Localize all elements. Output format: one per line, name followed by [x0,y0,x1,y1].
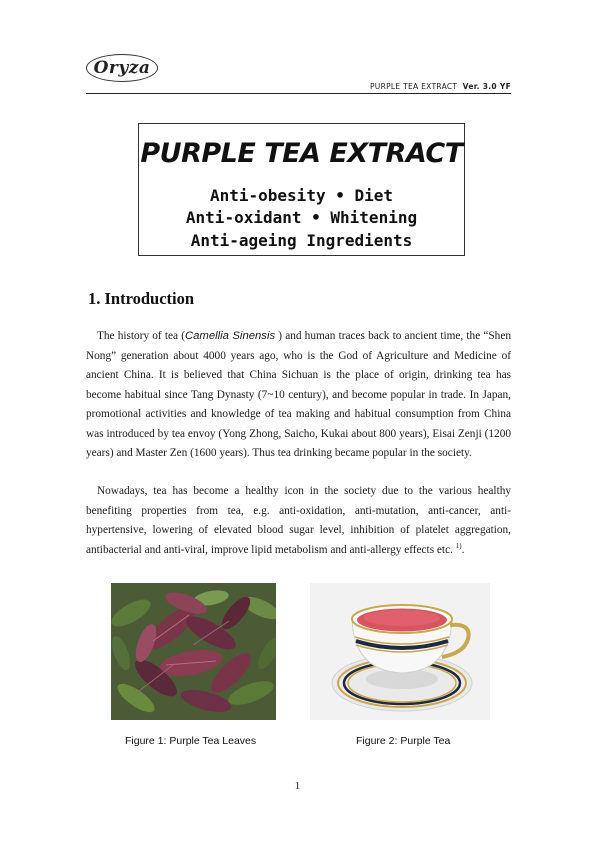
page-number: 1 [294,780,301,792]
p2-end: . [461,543,465,556]
oryza-logo: Oryza [86,54,158,82]
purple-tea-cup-image [310,583,490,720]
title-line-2: Anti-oxidant • Whitening [185,208,418,227]
intro-paragraph-1 [86,327,511,464]
header-rule [86,93,511,94]
species-name: Camellia Sinensis [184,330,276,342]
purple-tea-leaves-image [111,583,276,720]
header-version: Ver. 3.0 YF [462,82,511,91]
running-header [370,82,511,91]
p2-text: Nowadays, tea has become a healthy icon in the society due to the various healthy benefiting properties from tea, e.g. anti-oxidation, anti-mutation, anti-cancer, anti-hypertensive, lowering of elevated blood sugar level, inhibition of platelet aggregation, antibacterial and anti-viral, improve lipid metabolism and anti-allergy effects etc. [86,485,511,556]
title-line-1: Anti-obesity • Diet [209,186,394,205]
section-heading: 1. Introduction [88,289,195,308]
header-doc-name: PURPLE TEA EXTRACT [369,82,458,91]
p1-text-b: ) and human traces back to ancient time, the “Shen Nong” generation about 4000 years ago, who is the God of Agriculture and Medicine of ancient China. It is believed that China Sichuan is the place of origin, drinking tea has become habitual since Tang Dynasty (7~10 century), and become popular in trade. In Japan, promotional activities and knowledge of tea making and habitual consumption from China was introduced by tea envoy (Yong Zhong, Saicho, Kukai about 800 years), Eisai Zenji (1200 years) and Master Zen (1600 years). Thus tea drinking became popular in the society. [86,330,511,459]
figure-2-caption: Figure 2: Purple Tea [356,735,451,747]
p1-text-a: The history of tea ( [97,330,185,342]
reference-mark: 1) [455,541,462,550]
document-title: PURPLE TEA EXTRACT [140,138,463,169]
figure-1-caption: Figure 1: Purple Tea Leaves [125,735,257,747]
title-box [138,123,465,256]
title-line-3: Anti-ageing Ingredients [190,231,413,250]
intro-paragraph-2 [86,482,511,560]
